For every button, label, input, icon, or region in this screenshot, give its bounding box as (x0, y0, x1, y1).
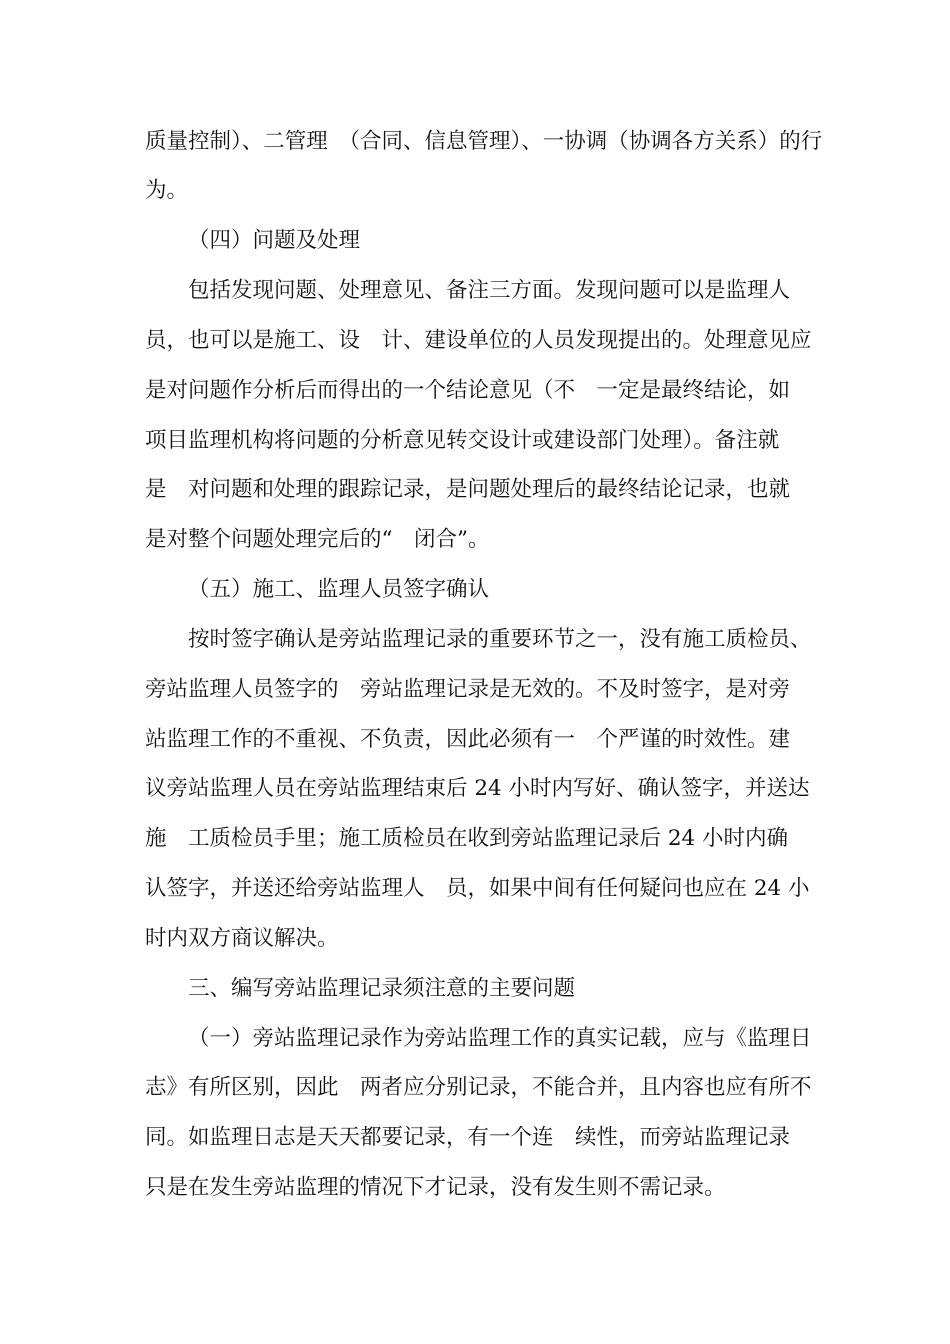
chapter-heading-3: 三、编写旁站监理记录须注意的主要问题 (188, 976, 576, 1001)
text-line-6: 是对问题作分析后而得出的一个结论意见（不 一定是最终结论，如 (145, 378, 791, 403)
text-line-1: 质量控制）、二管理 （合同、信息管理）、一协调（协调各方关系）的行 (145, 129, 823, 154)
section-heading-5: （五）施工、监理人员签字确认 (188, 577, 490, 602)
text-line-16: 认签字，并送还给旁站监理人 员，如果中间有任何疑问也应在 24 小 (145, 876, 810, 901)
text-line-20: 志》有所区别，因此 两者应分别记录，不能合并，且内容也应有所不 (145, 1075, 812, 1100)
text-line-9: 是对整个问题处理完后的“ 闭合”。 (145, 527, 490, 552)
text-line-21: 同。如监理日志是天天都要记录，有一个连 续性，而旁站监理记录 (145, 1125, 791, 1150)
section-heading-4: （四）问题及处理 (188, 228, 361, 253)
text-line-15: 施 工质检员手里；施工质检员在收到旁站监理记录后 24 小时内确 (145, 826, 789, 851)
text-line-5: 员，也可以是施工、设 计、建设单位的人员发现提出的。处理意见应 (145, 328, 812, 353)
text-line-12: 旁站监理人员签字的 旁站监理记录是无效的。不及时签字，是对旁 (145, 677, 791, 702)
text-line-17: 时内双方商议解决。 (145, 926, 339, 951)
text-line-19: （一）旁站监理记录作为旁站监理工作的真实记载，应与《监理日 (188, 1026, 812, 1051)
text-line-4: 包括发现问题、处理意见、备注三方面。发现问题可以是监理人 (188, 278, 791, 303)
text-line-8: 是 对问题和处理的跟踪记录，是问题处理后的最终结论记录，也就 (145, 477, 791, 502)
text-line-13: 站监理工作的不重视、不负责，因此必须有一 个严谨的时效性。建 (145, 727, 791, 752)
text-line-14: 议旁站监理人员在旁站监理结束后 24 小时内写好、确认签字，并送达 (145, 776, 810, 801)
text-line-22: 只是在发生旁站监理的情况下才记录，没有发生则不需记录。 (145, 1175, 726, 1200)
text-line-7: 项目监理机构将问题的分析意见转交设计或建设部门处理）。备注就 (145, 428, 780, 453)
text-line-2: 为。 (145, 178, 189, 203)
text-line-11: 按时签字确认是旁站监理记录的重要环节之一，没有施工质检员、 (188, 627, 812, 652)
